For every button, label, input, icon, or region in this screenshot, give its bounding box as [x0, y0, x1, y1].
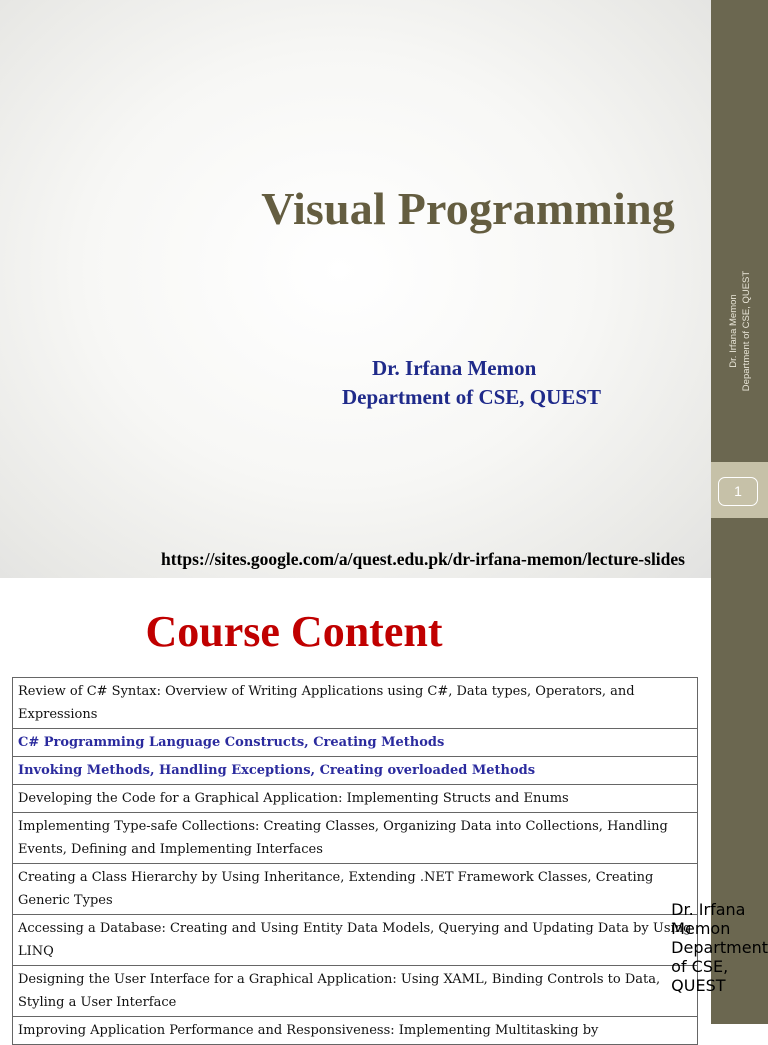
course-content-slide — [0, 578, 768, 1038]
slide-title: Visual Programming — [261, 183, 675, 234]
table-row — [13, 757, 698, 785]
sidebar-department: Department of CSE, QUEST — [671, 938, 768, 995]
course-topic-cell: Review of C# Syntax: Overview of Writing Applications using C#, Data types, Operators, and Expressions — [13, 678, 698, 729]
sidebar-footer-text — [727, 271, 753, 391]
author-department: Department of CSE, QUEST — [342, 385, 602, 409]
table-row — [13, 915, 698, 966]
lecture-slides-url: https://sites.google.com/a/quest.edu.pk/dr-irfana-memon/lecture-slides — [160, 549, 685, 569]
table-row — [13, 1017, 698, 1045]
table-row — [13, 729, 698, 757]
slide-sidebar — [671, 578, 768, 1024]
course-topic-cell: C# Programming Language Constructs, Creating Methods — [13, 729, 698, 757]
sidebar-author: Dr. Irfana Memon — [727, 294, 739, 368]
table-row — [13, 864, 698, 915]
course-topic-cell: Improving Application Performance and Responsiveness: Implementing Multitasking by — [13, 1017, 698, 1045]
course-topic-cell: Invoking Methods, Handling Exceptions, Creating overloaded Methods — [13, 757, 698, 785]
course-topic-cell: Developing the Code for a Graphical Application: Implementing Structs and Enums — [13, 785, 698, 813]
slide-number-band — [711, 462, 768, 518]
course-topic-cell: Accessing a Database: Creating and Using Entity Data Models, Querying and Updating Data by Using LINQ — [13, 915, 698, 966]
sidebar-department: Department of CSE, QUEST — [740, 270, 752, 392]
table-row — [13, 785, 698, 813]
course-topic-cell: Implementing Type-safe Collections: Creating Classes, Organizing Data into Collections, Handling Events, Defining and Implementing Interfaces — [13, 813, 698, 864]
slide-sidebar — [711, 0, 768, 578]
table-row — [13, 678, 698, 729]
sidebar-footer-text — [671, 900, 768, 995]
course-content-table — [12, 677, 698, 1045]
course-topic-cell: Designing the User Interface for a Graphical Application: Using XAML, Binding Controls to Data, Styling a User Interface — [13, 966, 698, 1017]
sidebar-author: Dr. Irfana Memon — [671, 900, 746, 938]
course-topic-cell: Creating a Class Hierarchy by Using Inheritance, Extending .NET Framework Classes, Creating Generic Types — [13, 864, 698, 915]
table-row — [13, 966, 698, 1017]
author-name: Dr. Irfana Memon — [372, 356, 537, 380]
slide-number: 1 — [718, 477, 758, 506]
course-content-title: Course Content — [145, 607, 443, 656]
table-row — [13, 813, 698, 864]
